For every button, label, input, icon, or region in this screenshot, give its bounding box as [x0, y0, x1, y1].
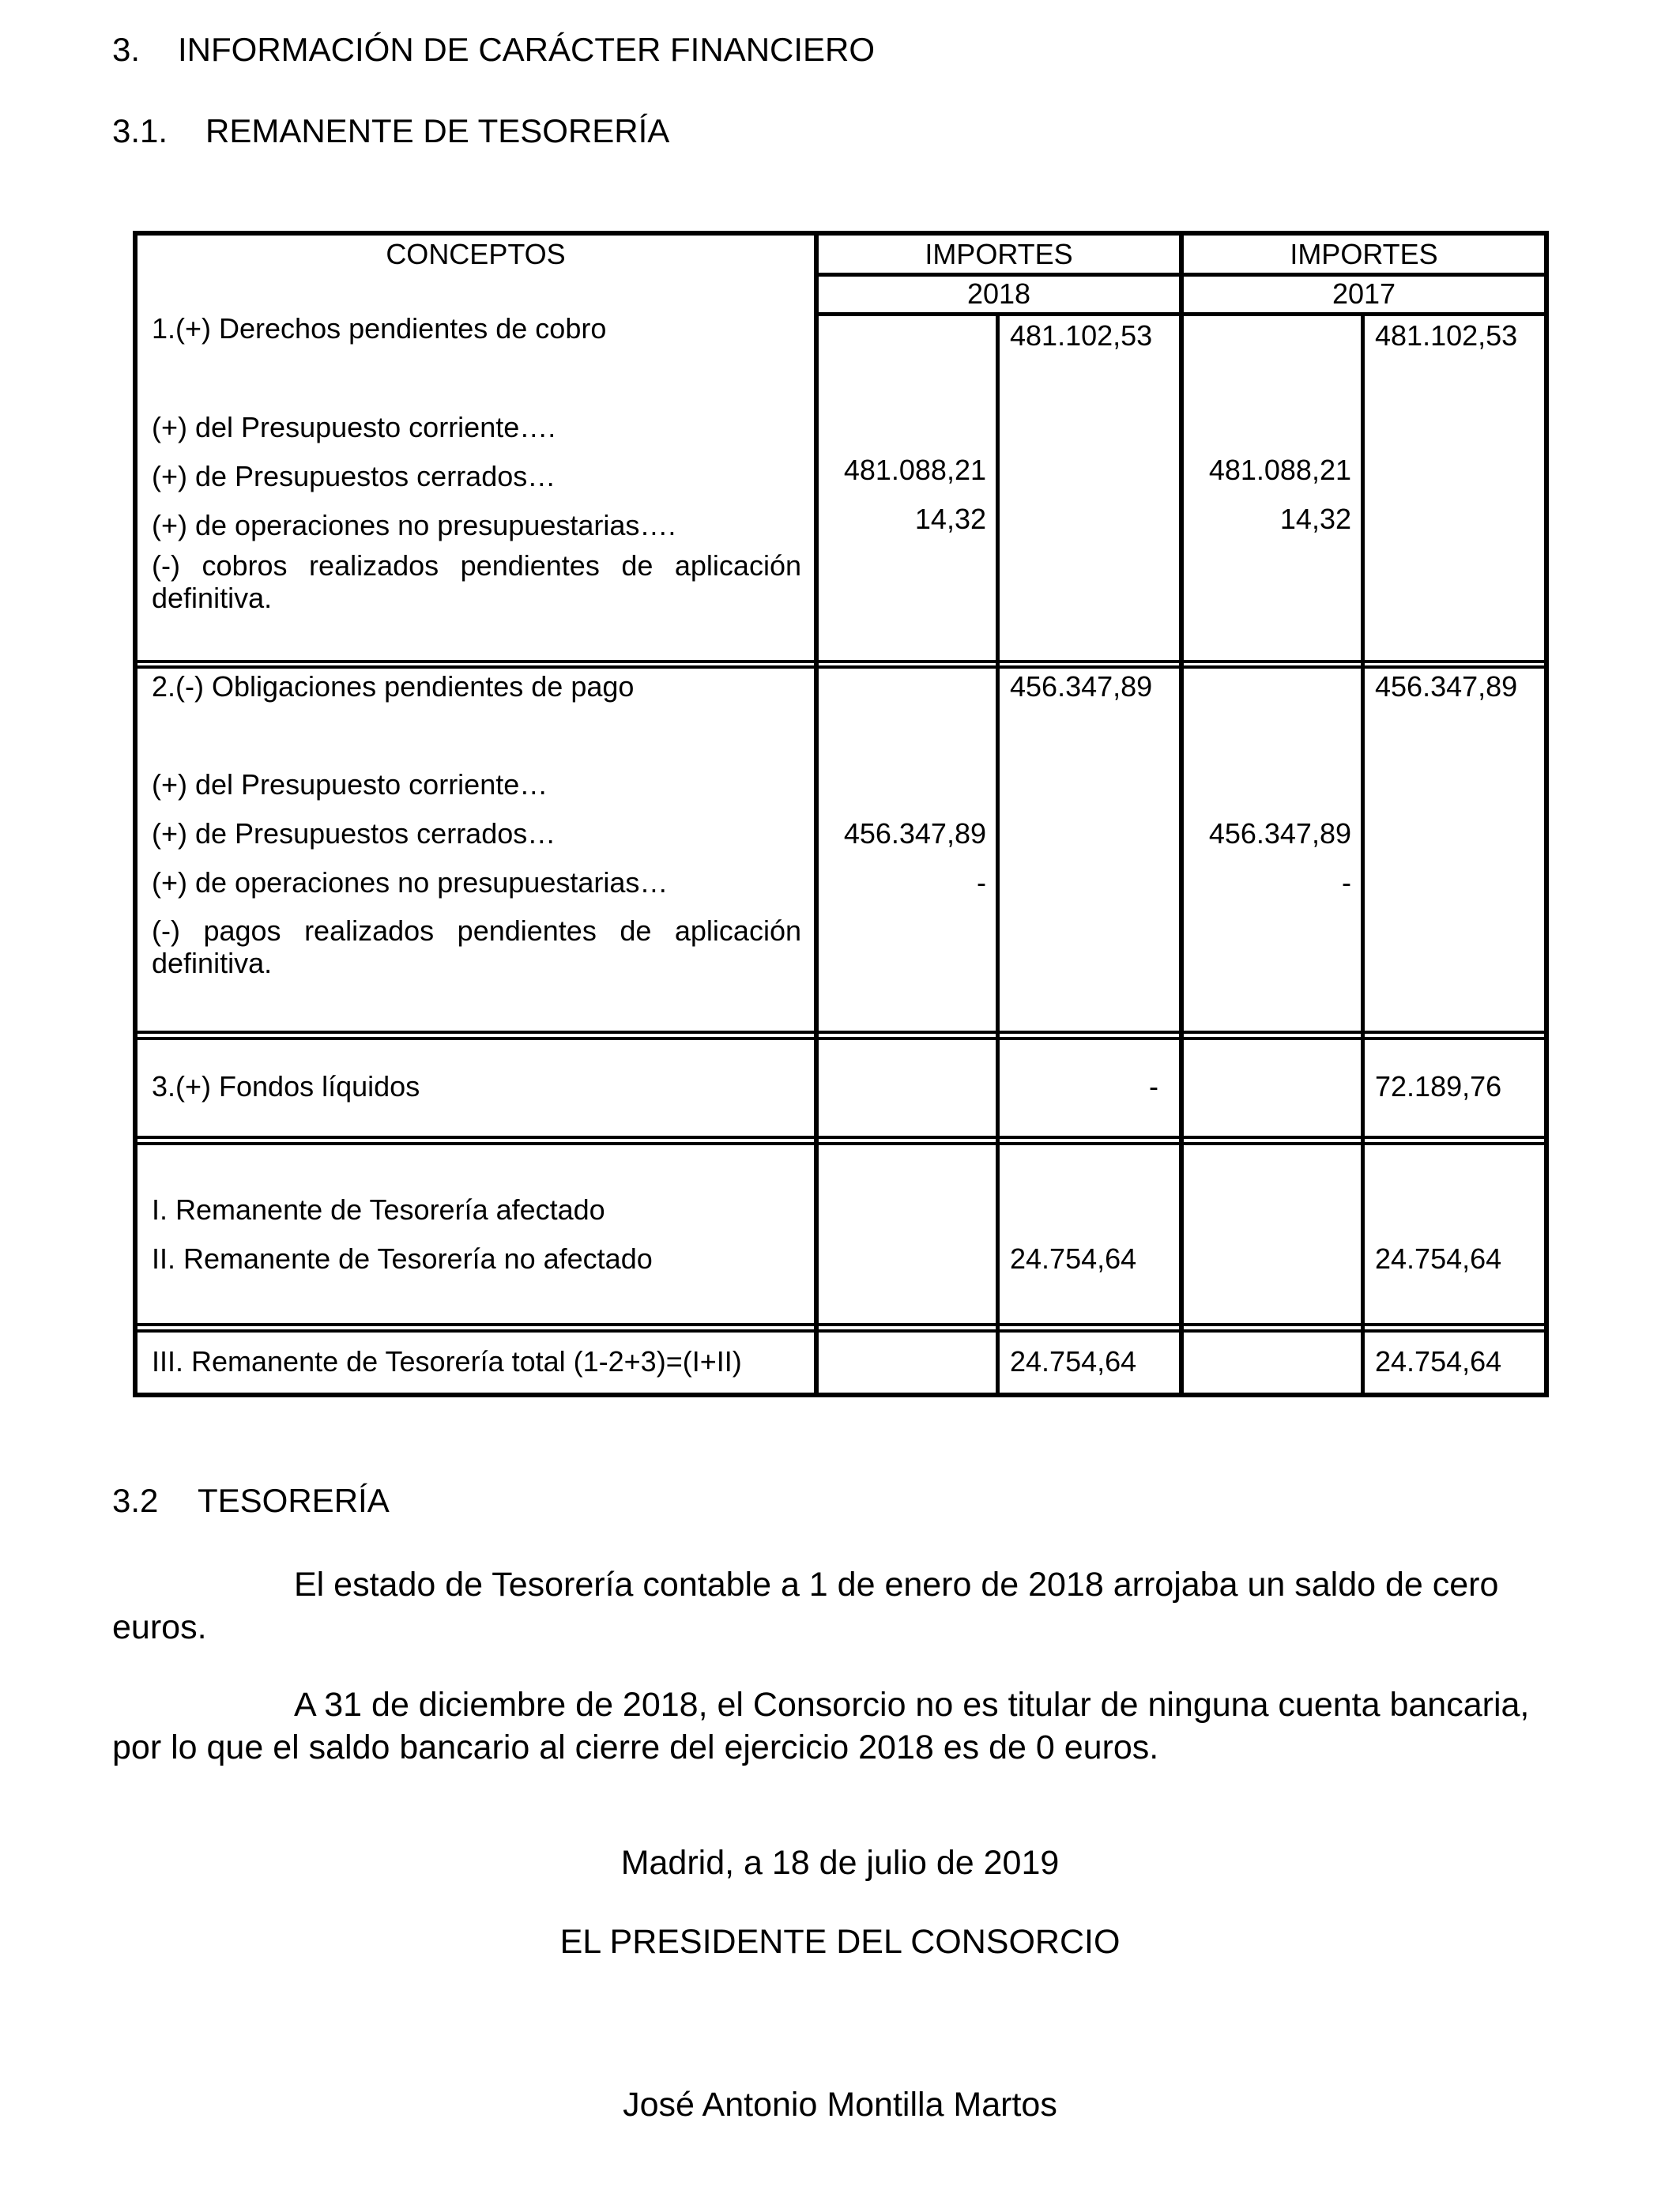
- block4-no-afectado-2018: 24.754,64: [1010, 1242, 1137, 1275]
- section-32-number: 3.2: [112, 1482, 159, 1519]
- block3-total-2018: -: [1149, 1070, 1158, 1103]
- block2-cerrados-2018: 456.347,89: [843, 817, 986, 850]
- block1-total-2018: 481.102,53: [1010, 319, 1153, 352]
- block2-total-2017: 456.347,89: [1375, 670, 1518, 703]
- block2-title: 2.(-) Obligaciones pendientes de pago: [152, 670, 635, 703]
- block1-item-cerrados: (+) de Presupuestos cerrados…: [152, 460, 556, 492]
- section-31-number: 3.1.: [112, 112, 168, 149]
- header-year-2018: 2018: [966, 277, 1031, 310]
- block4-no-afectado: II. Remanente de Tesorería no afectado: [152, 1242, 653, 1275]
- block2-total-2018: 456.347,89: [1010, 670, 1153, 703]
- paragraph-2-line-2: por lo que el saldo bancario al cierre del ejercicio 2018 es de 0 euros.: [112, 1728, 1159, 1766]
- block1-title: 1.(+) Derechos pendientes de cobro: [152, 312, 607, 345]
- header-importes-2018: IMPORTES: [925, 238, 1073, 270]
- section-32-heading: TESORERÍA: [198, 1482, 390, 1519]
- block2-no-presup-2018: -: [977, 866, 986, 899]
- block1-cerrados-2017: 481.088,21: [1208, 454, 1351, 486]
- block5-total-2017: 24.754,64: [1375, 1345, 1502, 1378]
- header-year-2017: 2017: [1332, 277, 1396, 310]
- block4-afectado: I. Remanente de Tesorería afectado: [152, 1193, 605, 1226]
- block4-no-afectado-2017: 24.754,64: [1375, 1242, 1502, 1275]
- block2-no-presup-2017: -: [1342, 866, 1351, 899]
- block1-item-no-presupuestarias: (+) de operaciones no presupuestarias….: [152, 509, 676, 541]
- block1-item-cobros-pendientes: (-) cobros realizados pendientes de aplicación definitiva.: [152, 549, 801, 615]
- signatory-name: José Antonio Montilla Martos: [623, 2086, 1057, 2124]
- block5-total-2018: 24.754,64: [1010, 1345, 1137, 1378]
- signatory-role: EL PRESIDENTE DEL CONSORCIO: [559, 1923, 1121, 1961]
- block3-title: 3.(+) Fondos líquidos: [152, 1070, 420, 1103]
- section-3-number: 3.: [112, 31, 141, 68]
- block1-item-corriente: (+) del Presupuesto corriente….: [152, 411, 556, 443]
- header-conceptos: CONCEPTOS: [386, 238, 566, 270]
- paragraph-1-line-2: euros.: [112, 1608, 207, 1646]
- header-importes-2017: IMPORTES: [1290, 238, 1438, 270]
- block1-total-2017: 481.102,53: [1375, 319, 1518, 352]
- block1-no-presup-2017: 14,32: [1279, 503, 1351, 535]
- block3-total-2017: 72.189,76: [1375, 1070, 1502, 1103]
- block5-title: III. Remanente de Tesorería total (1-2+3)=(I+II): [152, 1345, 742, 1378]
- block2-cerrados-2017: 456.347,89: [1208, 817, 1351, 850]
- block2-item-pagos-pendientes: (-) pagos realizados pendientes de aplicación definitiva.: [152, 914, 801, 980]
- block1-no-presup-2018: 14,32: [914, 503, 986, 535]
- paragraph-2-line-1: A 31 de diciembre de 2018, el Consorcio no es titular de ninguna cuenta bancaria,: [294, 1686, 1530, 1724]
- section-3-heading: INFORMACIÓN DE CARÁCTER FINANCIERO: [178, 31, 876, 68]
- section-31-heading: REMANENTE DE TESORERÍA: [205, 112, 670, 149]
- block1-cerrados-2018: 481.088,21: [843, 454, 986, 486]
- block2-item-cerrados: (+) de Presupuestos cerrados…: [152, 817, 556, 850]
- remanente-tesoreria-table: [133, 231, 1549, 1397]
- paragraph-1-line-1: El estado de Tesorería contable a 1 de enero de 2018 arrojaba un saldo de cero: [294, 1566, 1499, 1604]
- block2-item-corriente: (+) del Presupuesto corriente…: [152, 768, 548, 801]
- place-date: Madrid, a 18 de julio de 2019: [620, 1844, 1060, 1882]
- block2-item-no-presupuestarias: (+) de operaciones no presupuestarias…: [152, 866, 669, 899]
